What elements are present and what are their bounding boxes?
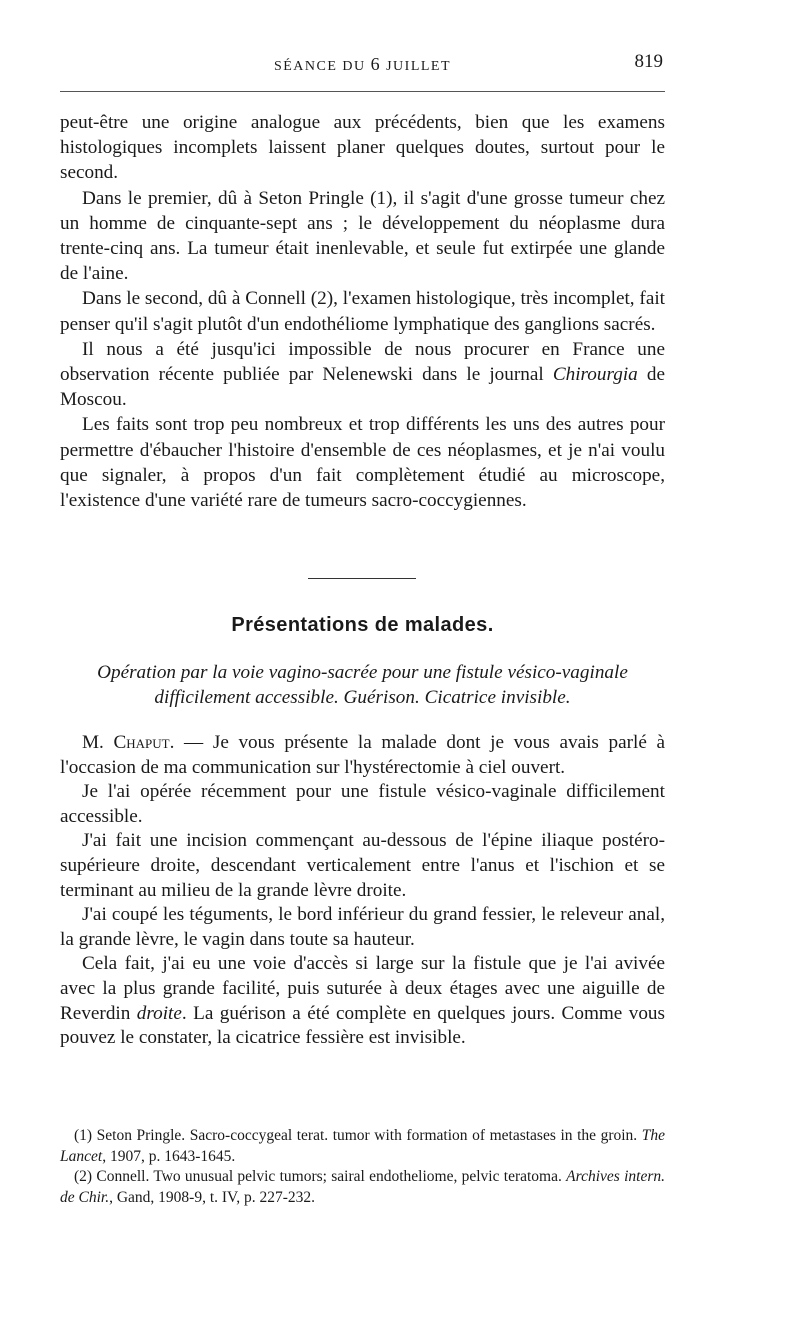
footnotes: [60, 1126, 665, 1208]
paragraph-continuation: peut-être une origine analogue aux précédents, bien que les examens histologiques incomplets laissent planer quelques doutes, surtout pour le second.: [60, 112, 665, 184]
paragraph-incision: J'ai fait une incision commençant au-dessous de l'épine iliaque postéro-supérieure droite, descendant verticalement entre l'anus et l'ischion et se terminant au milieu de la grande lèvre droite.: [60, 830, 665, 901]
subtitle-line-1: Opération par la voie vagino-sacrée pour une fistule vésico-vaginale: [97, 662, 628, 683]
page-number: 819: [634, 51, 663, 72]
intro-text: — Je vous présente la malade dont je vous avais parlé à l'occasion de ma communication sur l'hystérectomie à ciel ouvert.: [60, 732, 665, 778]
paragraph-connell: Dans le second, dû à Connell (2), l'examen histologique, très incomplet, fait penser qu'il s'agit plutôt d'un endothéliome lymphatique des ganglions sacrés.: [60, 288, 665, 335]
section-separator: [308, 578, 416, 579]
footnote-2-text: (2) Connell. Two unusual pelvic tumors; sairal endotheliome, pelvic teratoma.: [74, 1168, 567, 1185]
journal-name: Chirourgia: [552, 364, 638, 386]
paragraph-intro: [60, 731, 665, 780]
header-rule: [60, 91, 665, 92]
paragraph-operation: Je l'ai opérée récemment pour une fistule vésico-vaginale difficilement accessible.: [60, 781, 665, 827]
speaker-name: M. Chaput.: [82, 732, 175, 753]
running-title-post: JUILLET: [381, 59, 452, 74]
presentation-body: [60, 731, 665, 1051]
result-text-end: . La guérison a été complète en quelques jours. Comme vous pouvez le constater, la cicatrice fessière est invisible.: [60, 1002, 665, 1049]
running-header: [60, 50, 665, 80]
footnote-1-text: (1) Seton Pringle. Sacro-coccygeal terat. tumor with formation of metastases in the groin.: [74, 1127, 642, 1144]
footnote-1: [60, 1126, 665, 1167]
paragraph-result: [60, 952, 665, 1050]
running-title-pre: SÉANCE DU: [273, 59, 371, 74]
running-title-day: 6: [370, 54, 382, 74]
section-title: Présentations de malades.: [231, 614, 494, 636]
result-italic: droite: [136, 1002, 182, 1024]
nelenewski-text: Il nous a été jusqu'ici impossible de nous procurer en France une observation récente publiée par Nelenewski dans le journal: [60, 338, 665, 386]
paragraph-pringle: Dans le premier, dû à Seton Pringle (1), il s'agit d'une grosse tumeur chez un homme de cinquante-sept ans ; le développement du néoplasme dura trente-cinq ans. La tumeur était inenlevable, et seule fut extirpée une glande de l'aine.: [60, 187, 665, 285]
footnote-1-journal: The Lancet: [60, 1127, 665, 1165]
result-text: Cela fait, j'ai eu une voie d'accès si large sur la fistule que je l'ai avivée avec la plus grande facilité, puis suturée à deux étages avec une aiguille de Reverdin: [60, 953, 665, 1024]
footnote-2-pages: , Gand, 1908-9, t. IV, p. 227-232.: [109, 1188, 316, 1206]
paragraph-layers: J'ai coupé les téguments, le bord inférieur du grand fessier, le releveur anal, la grande lèvre, le vagin dans toute sa hauteur.: [60, 904, 665, 950]
paragraph-nelenewski: [60, 337, 665, 413]
article-body: [60, 110, 665, 513]
nelenewski-text-end: de Moscou.: [60, 364, 665, 411]
footnote-2: [60, 1167, 665, 1208]
footnote-1-pages: , 1907, p. 1643-1645.: [102, 1147, 236, 1165]
paragraph-conclusion: Les faits sont trop peu nombreux et trop différents les uns des autres pour permettre d'ébaucher l'histoire d'ensemble de ces néoplasmes, et je n'ai voulu que signaler, à propos d'un fait complètement étudié au microscope, l'existence d'une variété rare de tumeurs sacro-coccygiennes.: [60, 414, 665, 512]
running-title: [60, 54, 665, 75]
section-subtitle: [60, 660, 665, 710]
subtitle-line-2: difficilement accessible. Guérison. Cicatrice invisible.: [154, 687, 571, 708]
footnote-2-journal: Archives intern. de Chir.: [60, 1168, 665, 1206]
